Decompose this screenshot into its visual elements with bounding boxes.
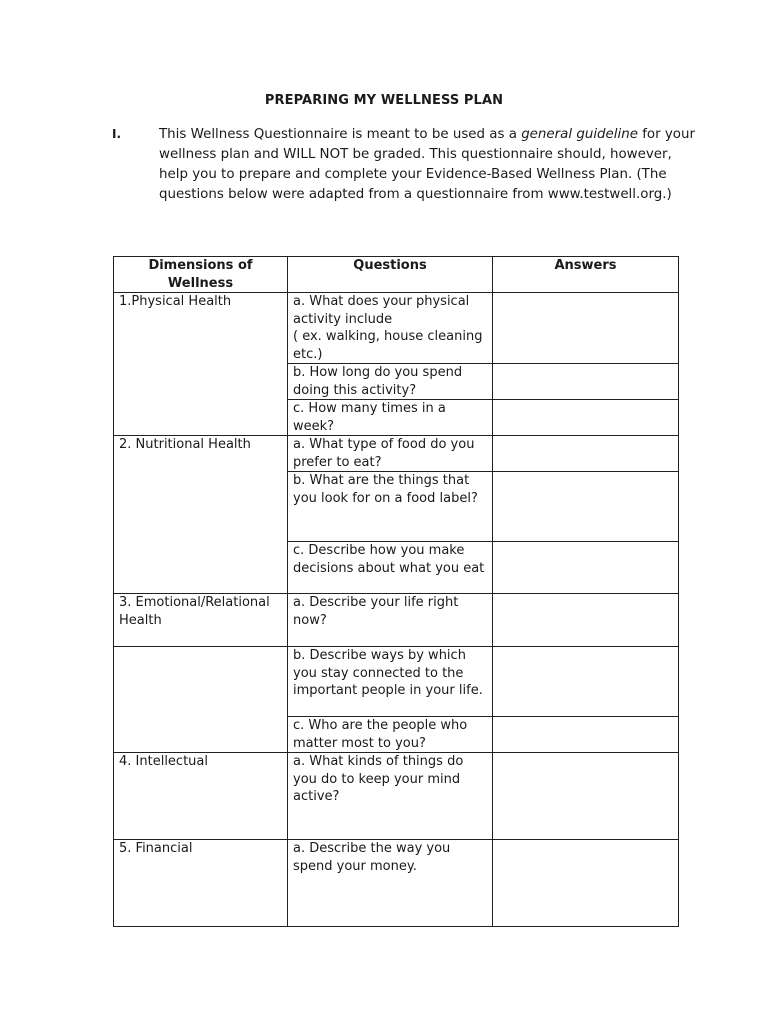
answer-cell[interactable]: [493, 400, 679, 436]
answer-cell[interactable]: [493, 840, 679, 927]
section-number: I.: [112, 127, 122, 141]
dimension-financial: 5. Financial: [114, 840, 288, 927]
table-row: [114, 436, 679, 472]
dimension-intellectual: 4. Intellectual: [114, 753, 288, 840]
question-cell: a. Describe the way you spend your money.: [288, 840, 493, 927]
dimension-nutritional: 2. Nutritional Health: [114, 436, 288, 594]
answer-cell[interactable]: [493, 542, 679, 594]
question-cell: c. Describe how you make decisions about what you eat: [288, 542, 493, 594]
answer-cell[interactable]: [493, 436, 679, 472]
question-cell: a. What kinds of things do you do to keep your mind active?: [288, 753, 493, 840]
question-cell: b. Describe ways by which you stay connected to the important people in your life.: [288, 647, 493, 717]
table-row: [114, 840, 679, 927]
question-cell: c. Who are the people who matter most to you?: [288, 717, 493, 753]
intro-text-after: for your wellness plan and WILL NOT be graded. This questionnaire should, however, help you to prepare and complete your Evidence-Based Wellness Plan. (The questions below were adapted from a questionnaire from www.testwell.org.): [159, 127, 695, 202]
question-cell: a. What does your physical activity include ( ex. walking, house cleaning etc.): [288, 293, 493, 364]
table-row: [114, 647, 679, 717]
header-dimensions: Dimensions of Wellness: [114, 257, 288, 293]
table-row: [114, 594, 679, 647]
intro-emphasis: general guideline: [521, 127, 638, 142]
question-cell: a. What type of food do you prefer to eat?: [288, 436, 493, 472]
answer-cell[interactable]: [493, 364, 679, 400]
intro-paragraph: [159, 125, 699, 205]
document-title: PREPARING MY WELLNESS PLAN: [264, 93, 504, 108]
header-answers: Answers: [493, 257, 679, 293]
question-cell: b. How long do you spend doing this activity?: [288, 364, 493, 400]
answer-cell[interactable]: [493, 753, 679, 840]
answer-cell[interactable]: [493, 472, 679, 542]
question-cell: b. What are the things that you look for on a food label?: [288, 472, 493, 542]
table-header-row: [114, 257, 679, 293]
intro-text-before: This Wellness Questionnaire is meant to be used as a: [159, 127, 522, 142]
dimension-physical: 1.Physical Health: [114, 293, 288, 436]
answer-cell[interactable]: [493, 647, 679, 717]
answer-cell[interactable]: [493, 293, 679, 364]
answer-cell[interactable]: [493, 594, 679, 647]
table-row: [114, 753, 679, 840]
header-questions: Questions: [288, 257, 493, 293]
table-row: [114, 293, 679, 364]
question-cell: c. How many times in a week?: [288, 400, 493, 436]
question-cell: a. Describe your life right now?: [288, 594, 493, 647]
answer-cell[interactable]: [493, 717, 679, 753]
dimension-cell-empty: [114, 647, 288, 753]
dimension-emotional: 3. Emotional/Relational Health: [114, 594, 288, 647]
wellness-questionnaire-table: [113, 256, 679, 927]
